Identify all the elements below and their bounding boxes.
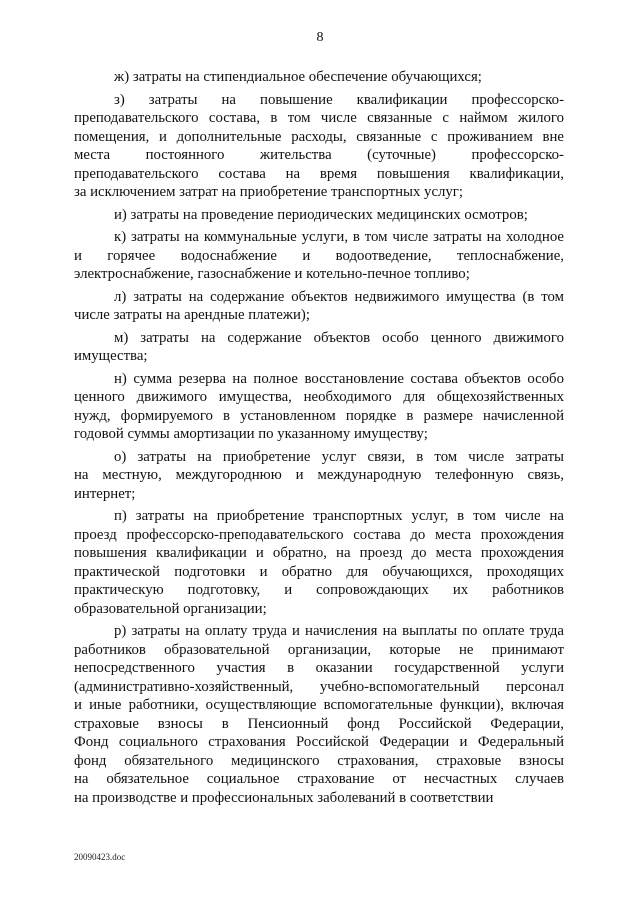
paragraph-line: ценного движимого имущества, необходимого для общехозяйственных — [74, 389, 564, 405]
paragraph-line: н) сумма резерва на полное восстановление состава объектов особо — [114, 370, 564, 387]
paragraph-line: п) затраты на приобретение транспортных услуг, в том числе на — [114, 508, 564, 524]
paragraph-line: к) затраты на коммунальные услуги, в том числе затраты на холодное — [114, 229, 564, 245]
paragraph-line: на обязательное социальное страхование от несчастных случаев — [74, 771, 564, 787]
paragraph — [74, 622, 564, 807]
paragraph-line: преподавательского состава на время повышения квалификации, — [74, 165, 564, 182]
paragraph-line: о) затраты на приобретение услуг связи, в том числе затраты — [114, 448, 564, 465]
paragraph-line: на производстве и профессиональных заболеваний в соответствии — [74, 789, 494, 806]
paragraph-line: помещения, и дополнительные расходы, связанные с проживанием вне — [74, 128, 564, 145]
paragraph-line: интернет; — [74, 485, 136, 502]
paragraph-line: проезд профессорско-преподавательского состава до места прохождения — [74, 526, 564, 543]
paragraph-line: практической подготовки и обратно для обучающихся, проходящих — [74, 563, 564, 580]
paragraph — [74, 507, 564, 618]
paragraph-line: повышения квалификации и обратно, на проезд до места прохождения — [74, 545, 564, 561]
paragraph-line: преподавательского состава, в том числе связанные с наймом жилого — [74, 110, 564, 126]
paragraph — [74, 206, 564, 225]
document-body — [74, 68, 564, 808]
paragraph-line: образовательной организации; — [74, 600, 267, 617]
paragraph-line: электроснабжение, газоснабжение и котельно-печное топливо; — [74, 266, 470, 282]
paragraph-line: имущества; — [74, 348, 148, 364]
page-number: 8 — [316, 30, 324, 45]
paragraph-line: м) затраты на содержание объектов особо ценного движимого — [114, 329, 564, 346]
paragraph — [74, 91, 564, 202]
paragraph — [74, 288, 564, 325]
paragraph-line: годовой суммы амортизации по указанному имуществу; — [74, 426, 428, 442]
paragraph-line: числе затраты на арендные платежи); — [74, 307, 310, 323]
paragraph-line: Фонд социального страхования Российской Федерации и Федеральный — [74, 734, 564, 750]
paragraph-line: нужд, формируемого в установленном порядке в размере начисленной — [74, 407, 564, 424]
paragraph — [74, 329, 564, 366]
paragraph — [74, 448, 564, 504]
footer-filename: 20090423.doc — [74, 852, 126, 862]
paragraph-line: фонд обязательного медицинского страхования, страховые взносы — [74, 752, 564, 769]
paragraph-line: (административно-хозяйственный, учебно-вспомогательный персонал — [74, 678, 564, 695]
paragraph-line: з) затраты на повышение квалификации профессорско- — [114, 91, 564, 108]
paragraph-line: и) затраты на проведение периодических медицинских осмотров; — [114, 206, 528, 223]
paragraph-line: ж) затраты на стипендиальное обеспечение обучающихся; — [114, 69, 482, 85]
paragraph-line: и иные работники, осуществляющие вспомогательные функции), включая — [74, 697, 564, 713]
paragraph-line: непосредственного участия в оказании государственной услуги — [74, 660, 564, 676]
paragraph-line: и горячее водоснабжение и водоотведение, теплоснабжение, — [74, 247, 564, 264]
paragraph-line: работников образовательной организации, которые не принимают — [74, 641, 564, 658]
paragraph-line: л) затраты на содержание объектов недвижимого имущества (в том — [114, 288, 564, 305]
paragraph-line: страховые взносы в Пенсионный фонд Российской Федерации, — [74, 715, 564, 732]
paragraph-line: р) затраты на оплату труда и начисления на выплаты по оплате труда — [114, 623, 564, 639]
paragraph-line: места постоянного жительства (суточные) профессорско- — [74, 147, 564, 163]
paragraph-line: за исключением затрат на приобретение транспортных услуг; — [74, 184, 463, 200]
paragraph-line: практическую подготовку, и сопровождающих их работников — [74, 582, 564, 598]
paragraph — [74, 68, 564, 87]
paragraph-line: на местную, междугороднюю и международную телефонную связь, — [74, 467, 564, 483]
paragraph — [74, 228, 564, 284]
paragraph — [74, 370, 564, 444]
